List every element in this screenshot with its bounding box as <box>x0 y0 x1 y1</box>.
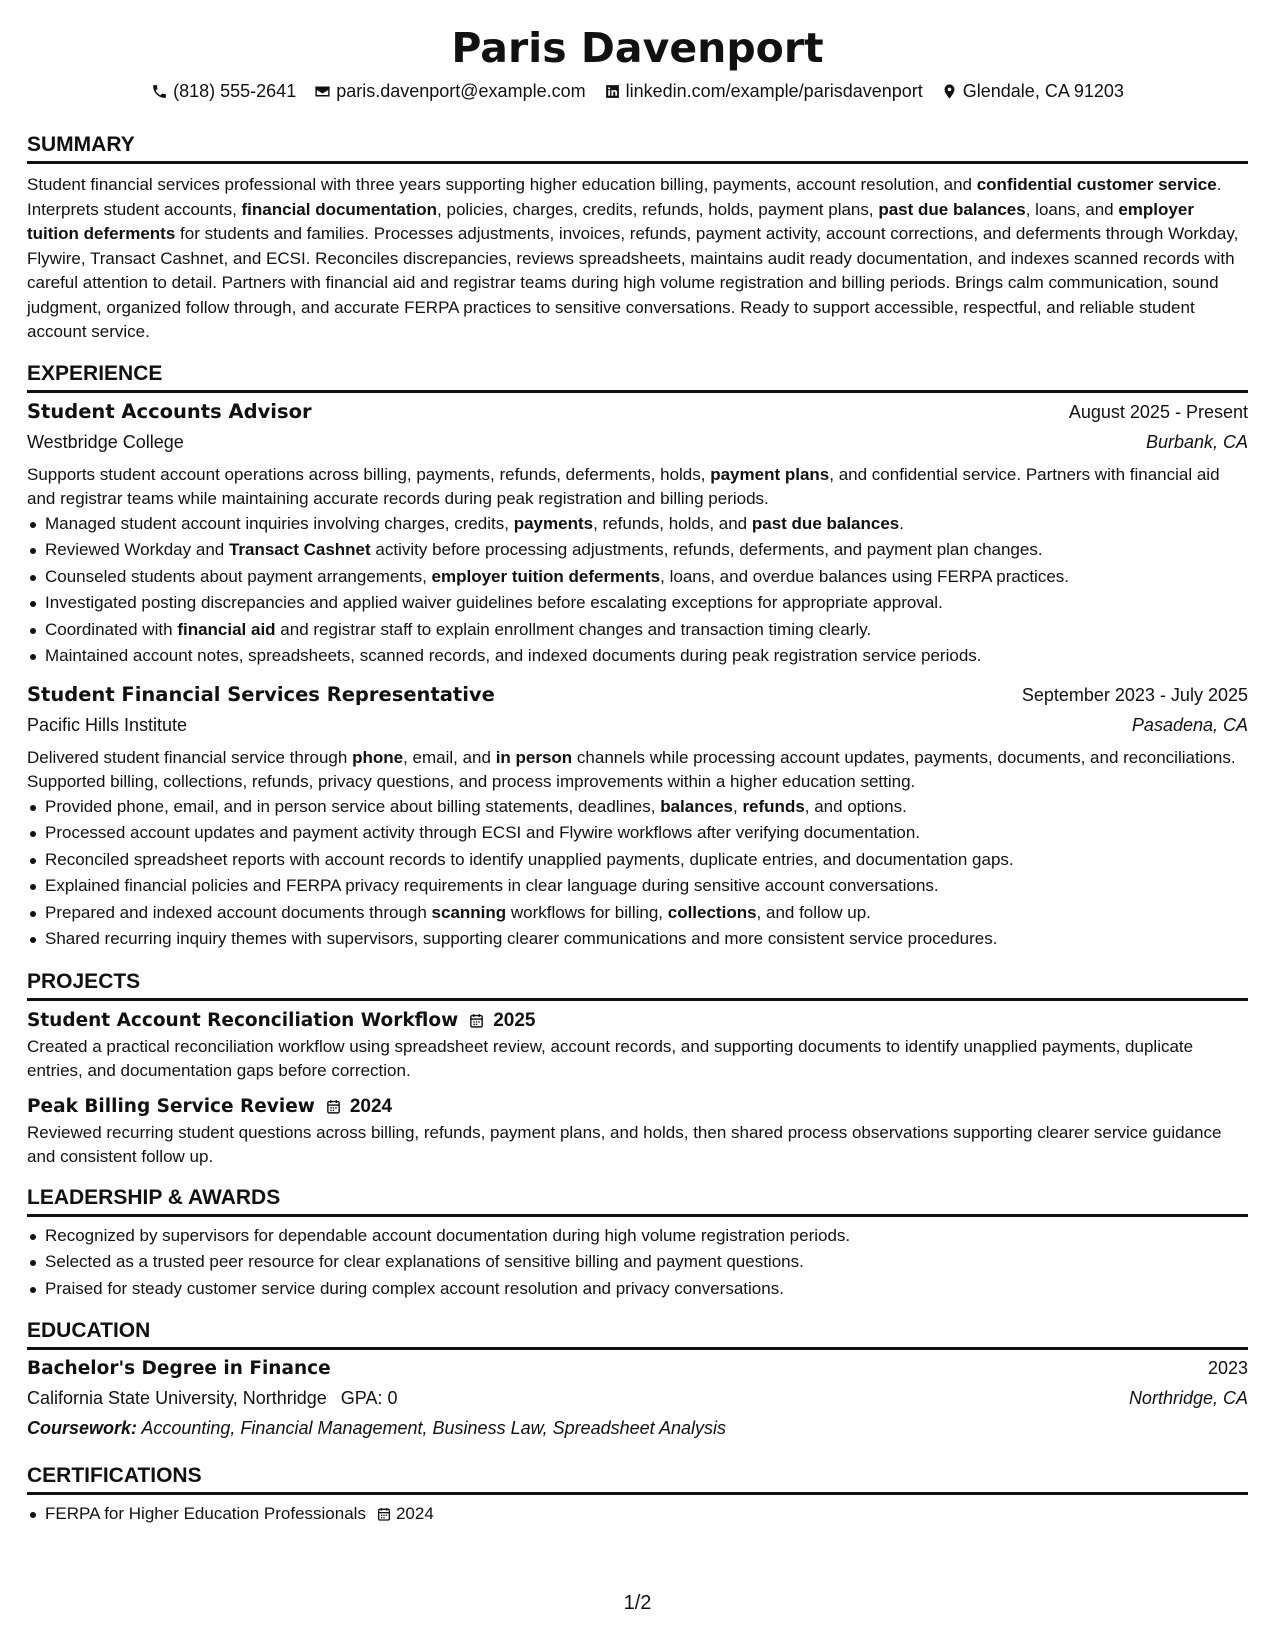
bullet-item <box>27 900 1248 927</box>
bold-text: employer tuition deferments <box>27 199 1194 243</box>
bold-text: phone <box>352 747 404 767</box>
bullet-item <box>27 590 1248 617</box>
bold-text: employer tuition deferments <box>431 566 661 586</box>
award-item: Selected as a trusted peer resource for clear explanations of sensitive billing and payment questions. <box>27 1249 1248 1276</box>
bold-text: refunds <box>742 796 805 816</box>
bold-text: payment plans <box>710 464 830 484</box>
text-run: , policies, charges, credits, refunds, holds, payment plans, <box>437 199 879 219</box>
phone-text: (818) 555-2641 <box>173 81 297 101</box>
job-location: Burbank, CA <box>1145 431 1248 452</box>
bullet-item <box>27 847 1248 874</box>
bullet-item <box>27 617 1248 644</box>
bold-text: financial documentation <box>241 199 438 219</box>
bullet-item <box>27 820 1248 847</box>
leadership-list <box>27 1223 1248 1303</box>
section-title-projects: PROJECTS <box>27 969 1248 1001</box>
project-year: 2025 <box>493 1009 536 1031</box>
degree-year: 2023 <box>1207 1358 1248 1378</box>
envelope-icon <box>314 83 331 100</box>
project-description: Created a practical reconciliation workflow using spreadsheet review, account records, and supporting documents to identify unapplied payments, duplicate entries, and documentation gaps before correction. <box>27 1036 1194 1080</box>
degree-title: Bachelor's Degree in Finance <box>27 1358 331 1379</box>
map-pin-icon <box>941 83 958 100</box>
job-title: Student Accounts Advisor <box>27 399 312 423</box>
certification-item <box>27 1501 1248 1528</box>
bold-text: past due balances <box>751 513 900 533</box>
section-title-summary: SUMMARY <box>27 132 1248 164</box>
calendar-icon <box>325 1098 342 1115</box>
job-bullets <box>27 794 1248 953</box>
text-run: Shared recurring inquiry themes with supervisors, supporting clearer communications and more consistent service procedures. <box>45 929 998 948</box>
jobs-list <box>27 397 1248 953</box>
school-name: California State University, Northridge <box>27 1388 327 1408</box>
section-title-certifications: CERTIFICATIONS <box>27 1463 1248 1495</box>
text-run: , refunds, holds, and <box>593 513 752 533</box>
summary-section <box>27 132 1248 345</box>
section-title-experience: EXPERIENCE <box>27 361 1248 393</box>
project-description: Reviewed recurring student questions across billing, refunds, payment plans, and holds, then shared process observations supporting clearer service guidance and consistent follow up. <box>27 1122 1222 1166</box>
text-run: Prepared and indexed account documents through <box>45 902 432 922</box>
projects-list <box>27 1007 1248 1169</box>
job-dates: August 2025 - Present <box>1068 401 1248 422</box>
text-run: Explained financial policies and FERPA privacy requirements in clear language during sensitive account conversations. <box>45 876 939 895</box>
contact-location <box>941 80 1124 102</box>
email-text: paris.davenport@example.com <box>336 81 586 101</box>
contact-bar <box>27 80 1248 102</box>
text-run: and registrar staff to explain enrollment changes and transaction timing clearly. <box>275 619 872 639</box>
award-item: Recognized by supervisors for dependable account documentation during high volume registration periods. <box>27 1223 1248 1250</box>
certification-name: FERPA for Higher Education Professionals <box>45 1504 366 1523</box>
coursework-list: Accounting, Financial Management, Business Law, Spreadsheet Analysis <box>137 1418 727 1438</box>
bold-text: collections <box>667 902 757 922</box>
certifications-list <box>27 1501 1248 1528</box>
project-entry <box>27 1007 1248 1083</box>
text-run: Investigated posting discrepancies and applied waiver guidelines before escalating exceptions for appropriate approval. <box>45 593 943 612</box>
education-section <box>27 1318 1248 1443</box>
gpa: GPA: 0 <box>340 1388 398 1408</box>
text-run: Processed account updates and payment activity through ECSI and Flywire workflows after verifying documentation. <box>45 823 920 842</box>
certifications-section <box>27 1463 1248 1528</box>
education-entry <box>27 1354 1248 1443</box>
contact-email[interactable] <box>314 80 585 102</box>
bullet-item <box>27 794 1248 821</box>
bold-text: payments <box>513 513 594 533</box>
text-run: , <box>732 796 743 816</box>
text-run: Student financial services professional with three years supporting higher education billing, payments, account resolution, and <box>27 175 977 194</box>
calendar-icon <box>468 1012 485 1029</box>
text-run: , and follow up. <box>756 902 871 922</box>
experience-section <box>27 361 1248 953</box>
school-line <box>27 1383 398 1413</box>
text-run: , email, and <box>403 747 496 767</box>
text-run: , and options. <box>804 796 907 816</box>
job-organization: Pacific Hills Institute <box>27 714 188 735</box>
bullet-item <box>27 643 1248 670</box>
text-run: Maintained account notes, spreadsheets, scanned records, and indexed documents during peak registration service periods. <box>45 646 982 665</box>
text-run: for students and families. Processes adjustments, invoices, refunds, payment activity, account corrections, and deferments through Workday, Flywire, Transact Cashnet, and ECSI. Reconciles discrepancies, reviews spreadsheets, maintains audit ready documentation, and indexes scanned records with careful attention to detail. Partners with financial aid and registrar teams during high volume registration and billing periods. Brings calm communication, sound judgment, organized follow through, and accurate FERPA practices to sensitive conversations. Ready to support accessible, respectful, and reliable student account service. <box>27 224 1239 341</box>
bullet-item <box>27 873 1248 900</box>
coursework <box>27 1413 1248 1443</box>
project-name: Student Account Reconciliation Workflow <box>27 1009 459 1031</box>
linkedin-icon <box>604 83 621 100</box>
text-run: Coordinated with <box>45 619 178 639</box>
bold-text: confidential customer service <box>976 175 1217 194</box>
award-item: Praised for steady customer service during complex account resolution and privacy conversations. <box>27 1276 1248 1303</box>
job-dates: September 2023 - July 2025 <box>1021 684 1248 705</box>
text-run: . Interprets student accounts, <box>27 175 1222 219</box>
text-run: . <box>899 513 904 533</box>
job-entry <box>27 397 1248 670</box>
text-run: workflows for billing, <box>506 902 668 922</box>
page-number: 1/2 <box>623 1592 652 1614</box>
text-run: , loans, and <box>1025 199 1119 219</box>
bold-text: in person <box>495 747 573 767</box>
job-description <box>27 463 1248 511</box>
text-run: , and confidential service. Partners with financial aid and registrar teams while maintaining accurate records during peak registration and billing periods. <box>27 464 1220 508</box>
project-year: 2024 <box>349 1095 393 1117</box>
job-description <box>27 746 1248 794</box>
summary-text <box>27 173 1248 345</box>
bullet-item <box>27 511 1248 538</box>
candidate-name: Paris Davenport <box>451 24 824 72</box>
section-title-education: EDUCATION <box>27 1318 1248 1350</box>
school-location: Northridge, CA <box>1128 1388 1248 1408</box>
contact-linkedin[interactable] <box>604 80 923 102</box>
section-title-leadership: LEADERSHIP & AWARDS <box>27 1185 1248 1217</box>
projects-section <box>27 969 1248 1169</box>
bold-text: balances <box>660 796 733 816</box>
leadership-section <box>27 1185 1248 1303</box>
phone-icon <box>151 83 168 100</box>
calendar-icon <box>376 1506 392 1522</box>
job-title: Student Financial Services Representative <box>27 682 495 706</box>
text-run: Counseled students about payment arrangements, <box>45 566 432 586</box>
job-bullets <box>27 511 1248 670</box>
text-run: Reviewed Workday and <box>45 540 229 559</box>
text-run: activity before processing adjustments, refunds, deferments, and payment plan changes. <box>370 540 1043 559</box>
bullet-item <box>27 537 1248 564</box>
bold-text: past due balances <box>878 199 1026 219</box>
text-run: Provided phone, email, and in person service about billing statements, deadlines, <box>45 796 661 816</box>
location-text: Glendale, CA 91203 <box>962 81 1124 101</box>
text-run: Supports student account operations across billing, payments, refunds, deferments, holds, <box>27 464 711 484</box>
bold-text: Transact Cashnet <box>228 540 371 559</box>
text-run: Delivered student financial service through <box>27 747 353 767</box>
job-location: Pasadena, CA <box>1131 714 1248 735</box>
bold-text: scanning <box>431 902 507 922</box>
linkedin-text: linkedin.com/example/parisdavenport <box>625 81 923 101</box>
project-name: Peak Billing Service Review <box>27 1095 315 1117</box>
project-entry <box>27 1093 1248 1169</box>
coursework-label: Coursework: <box>27 1418 138 1438</box>
text-run: channels while processing account updates, payments, documents, and reconciliations. Supported billing, collections, refunds, privacy questions, and process improvements within a higher education setting. <box>27 747 1236 791</box>
job-entry <box>27 680 1248 953</box>
job-organization: Westbridge College <box>27 431 184 452</box>
text-run: Managed student account inquiries involving charges, credits, <box>45 513 514 533</box>
contact-phone[interactable] <box>151 80 296 102</box>
text-run: , loans, and overdue balances using FERPA practices. <box>660 566 1070 586</box>
bullet-item <box>27 926 1248 953</box>
text-run: Reconciled spreadsheet reports with account records to identify unapplied payments, duplicate entries, and documentation gaps. <box>45 849 1014 869</box>
bullet-item <box>27 564 1248 591</box>
certification-year: 2024 <box>395 1504 434 1523</box>
bold-text: financial aid <box>177 619 276 639</box>
